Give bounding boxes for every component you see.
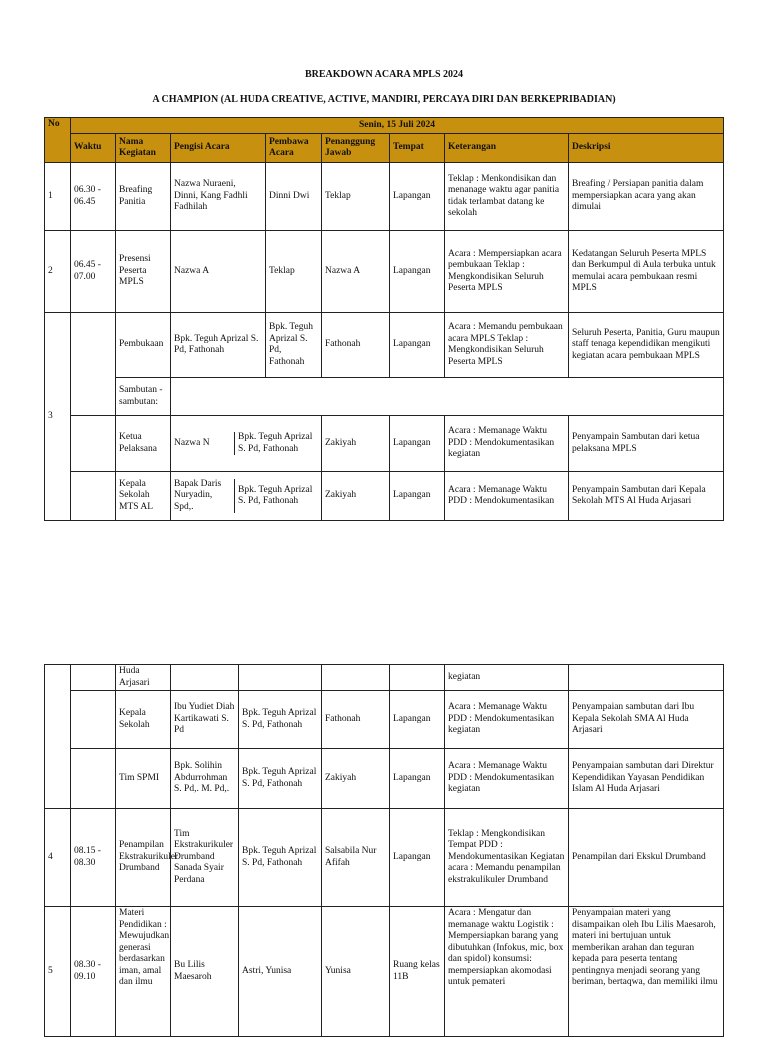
cell-waktu-empty [71, 691, 116, 749]
cell-pembawa: Teklap [266, 231, 322, 313]
cell-tempat: Ruang kelas 11B [390, 907, 445, 1037]
cell-pj: Zakiyah [322, 472, 390, 521]
cell-waktu: 06.30 - 06.45 [71, 163, 116, 231]
cell-tempat: Lapangan [390, 231, 445, 313]
cell-pengisi-empty [171, 665, 239, 691]
cell-deskripsi: Kedatangan Seluruh Peserta MPLS dan Berkumpul di Aula terbuka untuk memulai acara pembukaan resmi MPLS [569, 231, 724, 313]
cell-pengisi: Bapak Daris Nuryadin, Spd,. [174, 478, 222, 512]
cell-no: 3 [45, 313, 71, 521]
table-row [45, 163, 724, 231]
cell-deskripsi: Penyampain Sambutan dari ketua pelaksana MPLS [569, 416, 724, 472]
cell-tempat: Lapangan [390, 472, 445, 521]
cell-pj: Teklap [322, 163, 390, 231]
cell-deskripsi: Breafing / Persiapan panitia dalam mempersiapkan acara yang akan dimulai [569, 163, 724, 231]
cell-pengisi: Tim Ekstrakurikuler Drumband Sanada Syair Perdana [171, 809, 239, 907]
cell-nama: Kepala Sekolah MTS AL [116, 472, 171, 521]
cell-waktu: 06.45 - 07.00 [71, 231, 116, 313]
cell-nama: Ketua Pelaksana [116, 416, 171, 472]
cell-pembawa: Bpk. Teguh Aprizal S. Pd, Fathonah [239, 809, 322, 907]
cell-tempat: Lapangan [390, 691, 445, 749]
cell-tempat: Lapangan [390, 313, 445, 378]
cell-nama: Presensi Peserta MPLS [116, 231, 171, 313]
cell-pj: Nazwa A [322, 231, 390, 313]
cell-no: 5 [45, 907, 71, 1037]
cell-keterangan: Teklap : Menkondisikan dan menanage waktu agar panitia tidak terlambat datang ke sekolah [445, 163, 569, 231]
cell-waktu-empty [71, 665, 116, 691]
cell-deskripsi-empty [569, 665, 724, 691]
table-row [45, 691, 724, 749]
cell-deskripsi: Penyampain Sambutan dari Kepala Sekolah MTS Al Huda Arjasari [569, 472, 724, 521]
cell-pengisi: Nazwa N [174, 437, 210, 448]
cell-pengisi: Nazwa Nuraeni, Dinni, Kang Fadhli Fadhilah [171, 163, 266, 231]
cell-pembawa: Bpk. Teguh Aprizal S. Pd, Fathonah [239, 749, 322, 809]
cell-deskripsi: Penampilan dari Ekskul Drumband [569, 809, 724, 907]
cell-pj-empty [322, 665, 390, 691]
cell-keterangan: Acara : Mempersiapkan acara pembukaan Teklap : Mengkondisikan Seluruh Peserta MPLS [445, 231, 569, 313]
header-penanggung-jawab: Penanggung Jawab [322, 134, 390, 163]
cell-pengisi-pembawa [171, 416, 322, 472]
cell-pj: Salsabila Nur Afifah [322, 809, 390, 907]
cell-deskripsi: Penyampaian sambutan dari Ibu Kepala Sekolah SMA Al Huda Arjasari [569, 691, 724, 749]
header-row-day [45, 118, 724, 134]
cell-pembawa-empty [239, 665, 322, 691]
document-title: BREAKDOWN ACARA MPLS 2024 [304, 69, 464, 80]
cell-nama: Materi Pendidikan : Mewujudkan generasi berdasarkan iman, amal dan ilmu [116, 907, 171, 1037]
cell-pengisi-pembawa [171, 472, 322, 521]
table-row [45, 378, 724, 416]
table-row [45, 665, 724, 691]
header-pembawa-acara: Pembawa Acara [266, 134, 322, 163]
schedule-table-page-1 [44, 117, 724, 521]
cell-waktu-empty [71, 416, 116, 472]
table-row [45, 907, 724, 1037]
cell-pembawa: Dinni Dwi [266, 163, 322, 231]
cell-tempat: Lapangan [390, 416, 445, 472]
cell-pengisi: Nazwa A [171, 231, 266, 313]
cell-waktu: 08.30 - 09.10 [71, 907, 116, 1037]
cell-keterangan: Acara : Memanage Waktu PDD : Mendokumentasikan [445, 472, 569, 521]
cell-no: 1 [45, 163, 71, 231]
cell-pj: Fathonah [322, 691, 390, 749]
cell-empty [171, 378, 724, 416]
cell-nama: Tim SPMI [116, 749, 171, 809]
cell-no: 4 [45, 809, 71, 907]
cell-pembawa: Astri, Yunisa [239, 907, 322, 1037]
cell-deskripsi: Penyampaian sambutan dari Direktur Kependidikan Yayasan Pendidikan Islam Al Huda Arjasari [569, 749, 724, 809]
cell-waktu-empty [71, 313, 116, 416]
header-no: No [45, 118, 71, 163]
cell-pembawa: Bpk. Teguh Aprizal S. Pd, Fathonah [266, 313, 322, 378]
header-row [45, 134, 724, 163]
table-row [45, 416, 724, 472]
cell-nama: Kepala Sekolah [116, 691, 171, 749]
header-nama-kegiatan: Nama Kegiatan [116, 134, 171, 163]
cell-pembawa: Bpk. Teguh Aprizal S. Pd, Fathonah [234, 479, 321, 514]
cell-keterangan: Teklap : Mengkondisikan Tempat PDD : Mendokumentasikan Kegiatan acara : Memandu penampilan ekstrakulikuler Drumband [445, 809, 569, 907]
cell-pj: Zakiyah [322, 749, 390, 809]
cell-tempat: Lapangan [390, 163, 445, 231]
cell-pj: Zakiyah [322, 416, 390, 472]
cell-nama: Sambutan - sambutan: [116, 378, 171, 416]
cell-pembawa: Bpk. Teguh Aprizal S. Pd, Fathonah [234, 432, 321, 455]
cell-no: 2 [45, 231, 71, 313]
header-deskripsi: Deskripsi [569, 134, 724, 163]
document-subtitle: A CHAMPION (AL HUDA CREATIVE, ACTIVE, MANDIRI, PERCAYA DIRI DAN BERKEPRIBADIAN) [152, 94, 616, 105]
cell-waktu-empty [71, 749, 116, 809]
table-row [45, 313, 724, 378]
cell-keterangan: kegiatan [445, 665, 569, 691]
header-waktu: Waktu [71, 134, 116, 163]
header-pengisi-acara: Pengisi Acara [171, 134, 266, 163]
cell-pj: Fathonah [322, 313, 390, 378]
cell-pembawa: Bpk. Teguh Aprizal S. Pd, Fathonah [239, 691, 322, 749]
cell-waktu-empty [71, 472, 116, 521]
table-row [45, 472, 724, 521]
cell-deskripsi: Penyampaian materi yang disampaikan oleh Ibu Lilis Maesaroh, materi ini bertujuan untuk memberikan arahan dan teguran kepada para peserta tentang pentingnya menjadi seorang yang beriman, bertaqwa, dan memiliki ilmu [569, 907, 724, 1037]
cell-nama: Huda Arjasari [116, 665, 171, 691]
cell-deskripsi: Seluruh Peserta, Panitia, Guru maupun staff tenaga kependidikan mengikuti kegiatan acara pembukaan MPLS [569, 313, 724, 378]
header-day: Senin, 15 Juli 2024 [71, 118, 724, 134]
schedule-table-page-2 [44, 664, 724, 1037]
table-row [45, 809, 724, 907]
cell-nama: Penampilan Ekstrakurikuler Drumband [116, 809, 171, 907]
cell-pengisi: Ibu Yudiet Diah Kartikawati S. Pd [171, 691, 239, 749]
cell-keterangan: Acara : Memanage Waktu PDD : Mendokumentasikan kegiatan [445, 749, 569, 809]
cell-pengisi: Bpk. Solihin Abdurrohman S. Pd,. M. Pd,. [171, 749, 239, 809]
header-tempat: Tempat [390, 134, 445, 163]
cell-nama: Breafing Panitia [116, 163, 171, 231]
cell-keterangan: Acara : Mengatur dan memanage waktu Logistik : Mempersiapkan barang yang dibutuhkan (Infokus, mic, box dan spidol) konsumsi: mempersiapkan akomodasi untuk pemateri [445, 907, 569, 1037]
cell-no-empty [45, 665, 71, 809]
header-keterangan: Keterangan [445, 134, 569, 163]
table-row [45, 749, 724, 809]
cell-pj: Yunisa [322, 907, 390, 1037]
table-row [45, 231, 724, 313]
cell-waktu: 08.15 - 08.30 [71, 809, 116, 907]
cell-keterangan: Acara : Memandu pembukaan acara MPLS Teklap : Mengkondisikan Seluruh Peserta MPLS [445, 313, 569, 378]
cell-tempat: Lapangan [390, 749, 445, 809]
cell-keterangan: Acara : Memanage Waktu PDD : Mendokumentasikan kegiatan [445, 691, 569, 749]
cell-tempat-empty [390, 665, 445, 691]
cell-tempat: Lapangan [390, 809, 445, 907]
cell-pengisi: Bpk. Teguh Aprizal S. Pd, Fathonah [171, 313, 266, 378]
cell-nama: Pembukaan [116, 313, 171, 378]
cell-pengisi: Bu Lilis Maesaroh [171, 907, 239, 1037]
cell-keterangan: Acara : Memanage Waktu PDD : Mendokumentasikan kegiatan [445, 416, 569, 472]
